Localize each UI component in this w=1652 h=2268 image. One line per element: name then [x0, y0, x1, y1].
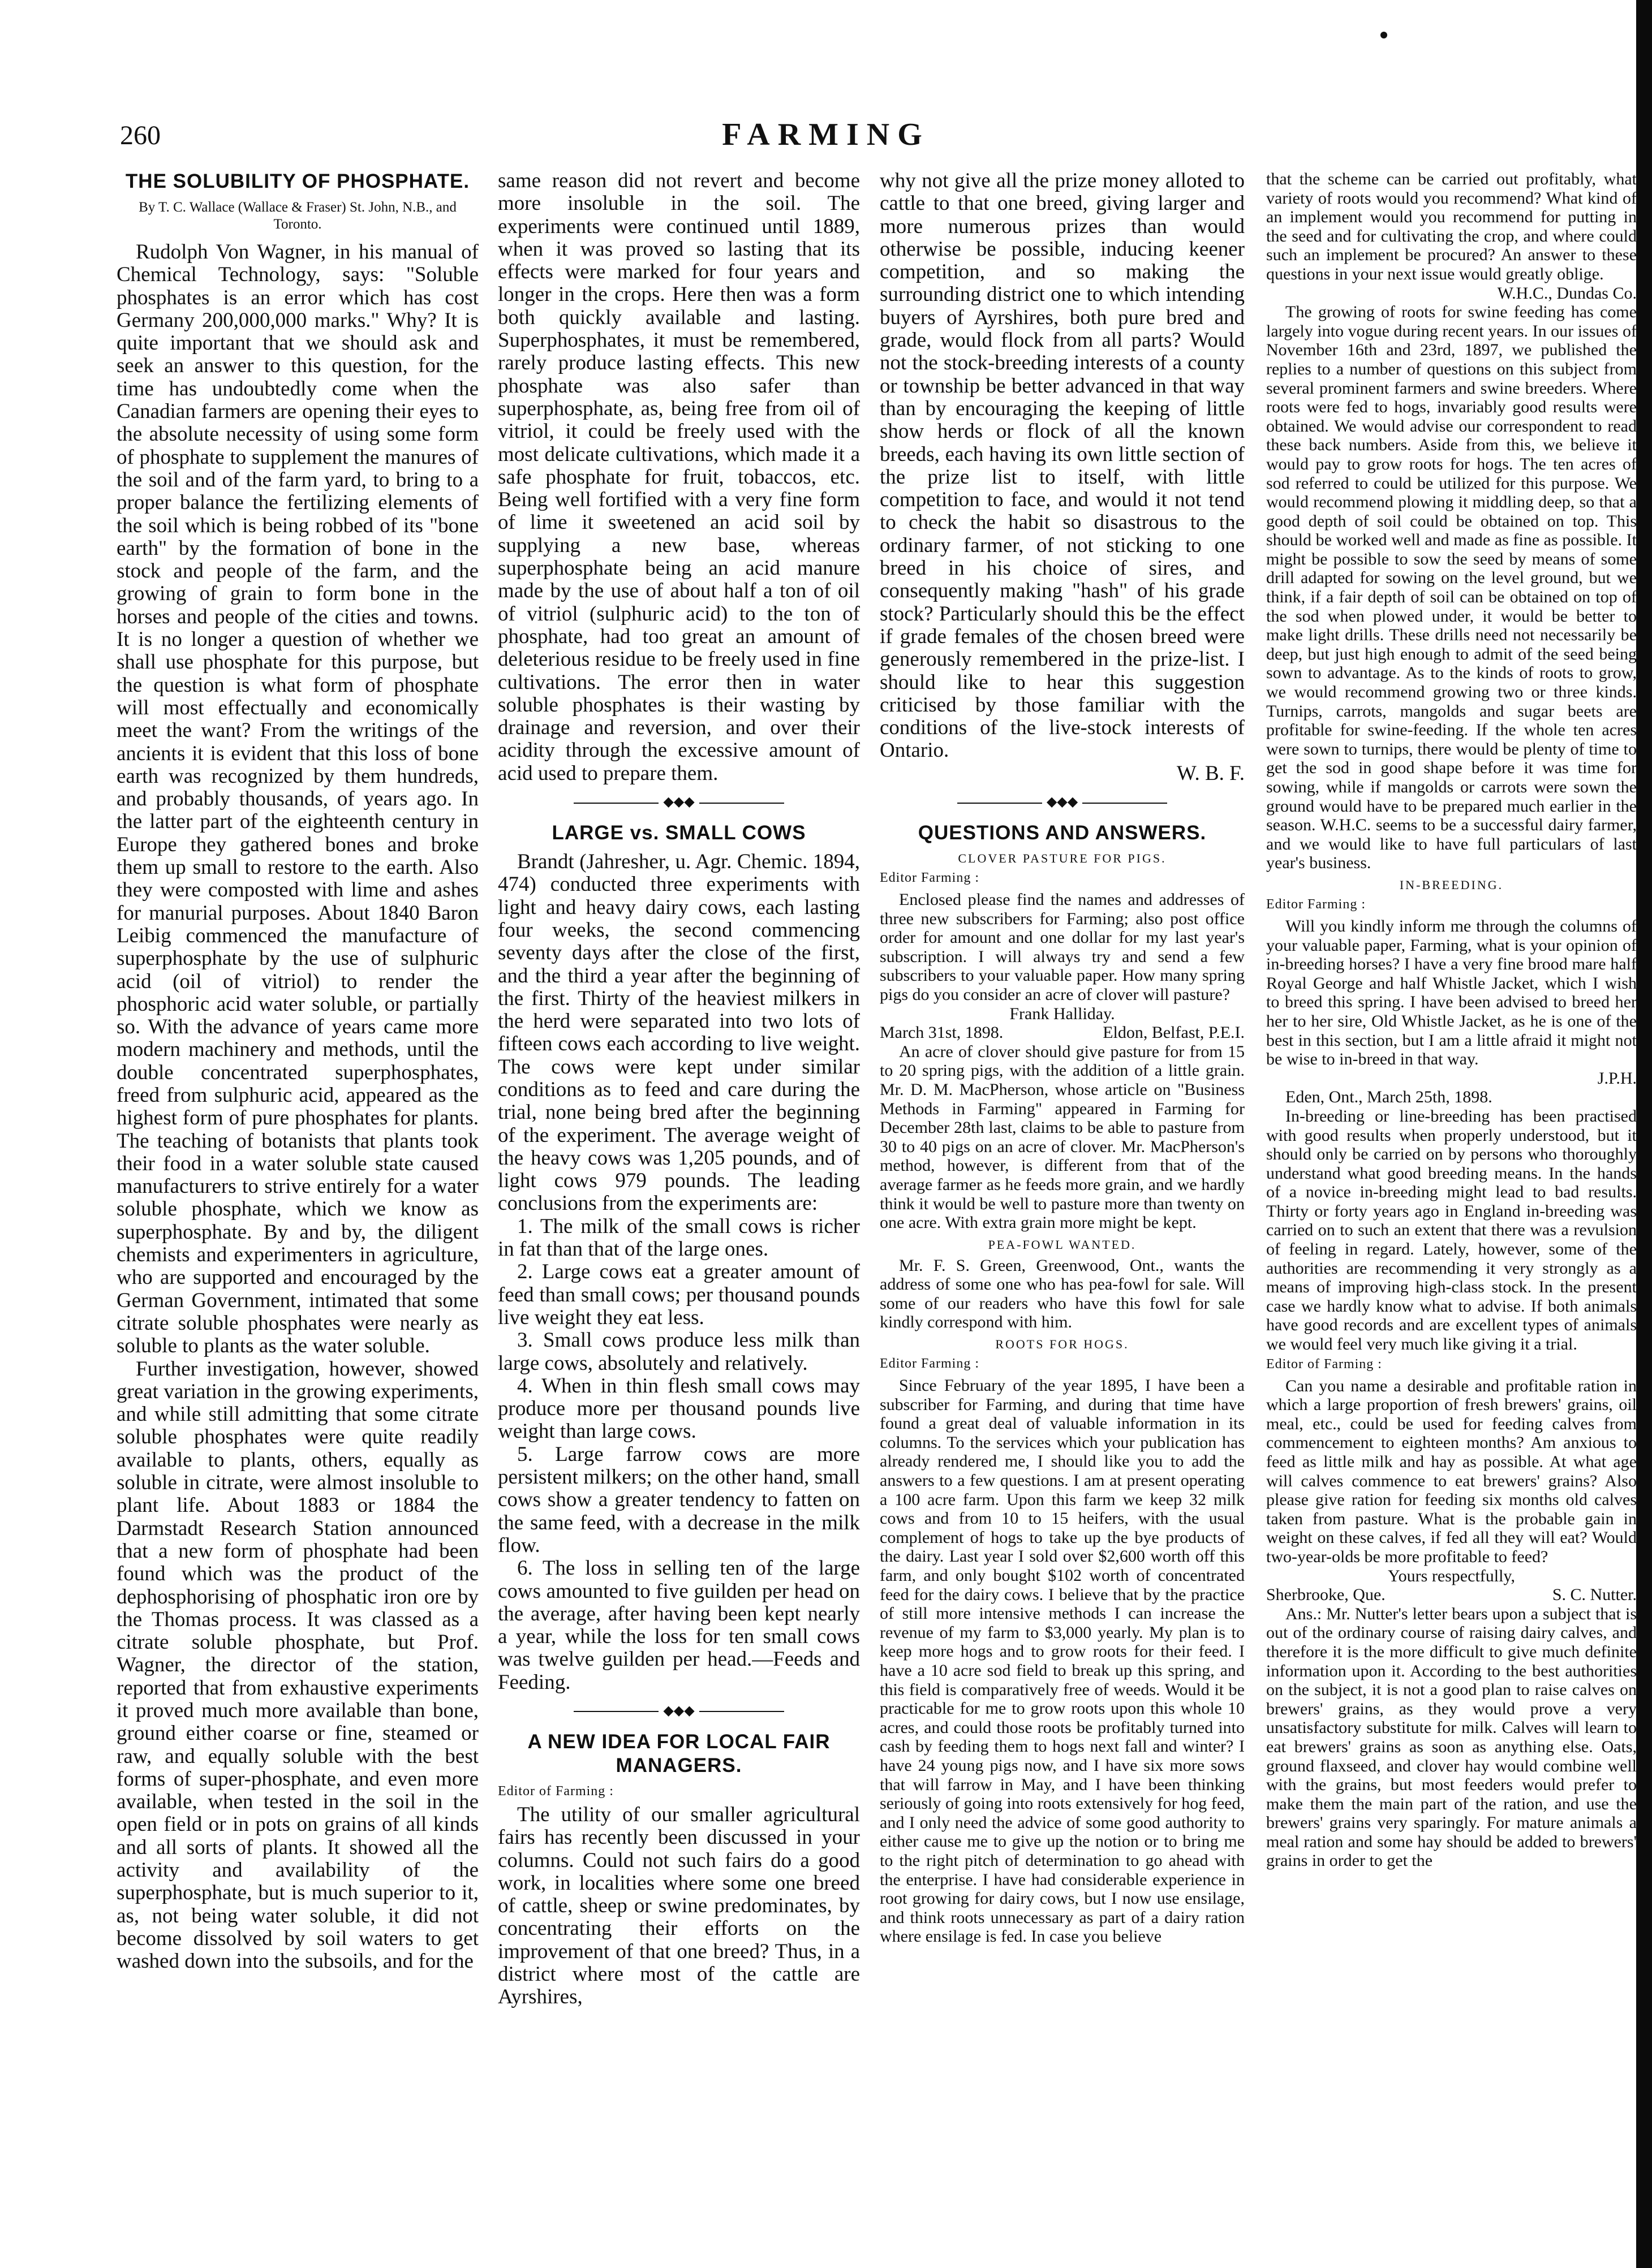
- editor-salutation: Editor Farming :: [1266, 896, 1366, 912]
- subheading: IN-BREEDING.: [1399, 877, 1504, 892]
- article-title-cows: LARGE vs. SMALL COWS: [552, 822, 806, 844]
- list-item: 3. Small cows produce less milk than large cows, absolutely and relatively.: [498, 1329, 860, 1375]
- paragraph: Mr. F. S. Green, Greenwood, Ont., wants the address of some one who has pea-fowl for sale. Will some of our readers who have this fowl for sale kindly correspond with him.: [880, 1256, 1245, 1332]
- subheading: ROOTS FOR HOGS.: [995, 1337, 1129, 1352]
- paragraph: The growing of roots for swine feeding has come largely into vogue during recent years. In our issues of November 16th and 23rd, 1897, we published the replies to a number of questions on this subject from several prominent farmers and swine breeders. Where roots were fed to hogs, invariably good results were obtained. We would advise our correspondent to read these back numbers. Aside from this, we believe it would pay to grow roots for hogs. The ten acres of sod referred to could be utilized for this purpose. We would recommend plowing it middling deep, so that a good depth of soil could be obtained on top. This should be worked well and made as fine as possible. It might be possible to sow the seed by means of some drill adapted for sowing on the level ground, but we think, if a fair depth of soil can be obtained on top of the sod when plowed under, it would be better to make light drills. These drills need not necessarily be deep, but just high enough to admit of the seed being sown to advantage. As to the kinds of roots to grow, we would recommend growing two or three kinds. Turnips, carrots, mangolds and sugar beets are profitable for swine-feeding. If the whole ten acres were sown to turnips, there would be plenty of time to get the sod in good shape before it was time for sowing, while if mangolds or carrots were sown the ground would have to be prepared much earlier in the season. W.H.C. seems to be a successful dairy farmer, and we would like to have full particulars of last year's business.: [1266, 303, 1637, 873]
- paragraph: Brandt (Jahresher, u. Agr. Chemic. 1894, 474) conducted three experiments with light and heavy dairy cows, each lasting four weeks, the second commencing seventy days after the close of the first, and the third a year after the beginning of the first. Thirty of the heaviest milkers in the herd were separated into two lots of fifteen cows each according to live weight. The cows were kept under similar conditions as to feed and care during the trial, none being bred after the beginning of the experiment. The average weight of the heavy cows was 1,205 pounds, and of light cows 979 pounds. The leading conclusions from the experiments are:: [498, 850, 860, 1215]
- masthead-title: FARMING: [722, 117, 930, 152]
- paragraph: Further investigation, however, showed great variation in the growing experiments, and while still admitting that some citrate soluble phosphates were quite readily available to plants, others, equally as soluble in citrate, were almost insoluble to plant life. About 1883 or 1884 the Darmstadt Research Station announced that a new form of phosphate had been found which was the product of the dephosphorising of phosphatic iron ore by the Thomas process. It was classed as a citrate soluble phosphate, but Prof. Wagner, the director of the station, reported that from exhaustive experiments it proved much more available than bone, ground either coarse or fine, steamed or raw, and equally soluble with the best forms of super-phosphate, and even more available, when tested in the soil in the open field or in pots on grains of all kinds and all sorts of plants. It showed all the activity and availability of the superphosphate, but is much superior to it, as, not being water soluble, it did not become dissolved by soil waters to get washed down into the subsoils, and for the: [117, 1357, 479, 1973]
- column-2: [498, 170, 860, 2009]
- paragraph: In-breeding or line-breeding has been practised with good results when properly understood, but it should only be carried on by persons who thoroughly understand what good breeding means. In the hands of a novice in-breeding might lead to bad results. Thirty or forty years ago in England in-breeding was carried on to such an extent that there was a revulsion of feeling in regard. Lately, however, some of the authorities are recommending it very strongly as a means of improving high-class stock. In the present case we hardly know what to advise. If both animals have good records and are excellent types of animals we would feel very much like giving it a trial.: [1266, 1106, 1637, 1354]
- ink-speck: [1380, 32, 1387, 38]
- paragraph: The utility of our smaller agricultural fairs has recently been discussed in your columns. Could not such fairs do a good work, in localities where some one breed of cattle, sheep or swine predominates, by concentrating their efforts on the improvement of that one breed? Thus, in a district where most of the cattle are Ayrshires,: [498, 1803, 860, 2009]
- signature-row: [880, 1023, 1245, 1042]
- signature: J.P.H.: [1597, 1068, 1637, 1088]
- list-item: 6. The loss in selling ten of the large cows amounted to five guilden per head on the average, after having been kept nearly a year, while the loss for ten small cows was twelve guilden per head.—Feeds and Feeding.: [498, 1556, 860, 1694]
- paragraph: why not give all the prize money alloted to cattle to that one breed, giving larger and more numerous prizes than would otherwise be possible, inducing keener competition, and so making the surrounding district one to which intending buyers of Ayrshires, both pure bred and grade, would flock from all parts? Would not the stock-breeding interests of a county or township be better advanced in that way than by encouraging the keeping of little show herds or flock of all the known breeds, each having its own little section of the prize list to itself, with little competition to face, and would it not tend to check the habit so disastrous to the ordinary farmer, of not sticking to one breed in his choice of sires, and consequently making "hash" of his grade stock? Particularly should this be the effect if grade females of the chosen breed were generously remembered in the prize-list. I should like to hear this suggestion criticised by those familiar with the conditions of the live-stock interests of Ontario.: [880, 169, 1245, 762]
- paragraph: Since February of the year 1895, I have been a subscriber for Farming, and during that time have found a great deal of valuable information in its columns. To the services which your publication has already rendered me, I should like you to add the answers to a few questions. I am at present operating a 100 acre farm. Upon this farm we keep 32 milk cows and from 10 to 15 heifers, with the usual complement of hogs to take up the bye products of the dairy. Last year I sold over $2,600 worth off this farm, and only bought $102 worth of concentrated feed for the dairy cows. I believe that by the practice of still more intensive methods I can increase the revenue of my farm to $3,000 yearly. My plan is to keep more hogs and to grow roots for their feed. I have a 10 acre sod field to break up this spring, and this field is comparatively free of weeds. Would it be practicable for me to grow roots upon this whole 10 acres, and could those roots be profitably turned into cash by feeding them to hogs next fall and winter? I have 24 young pigs now, and I have six more sows that will farrow in May, and I have been thinking seriously of going into roots extensively for hog feed, and I only need the advice of some good authority to either cause me to give up the notion or to bring me to the right pitch of determination to go ahead with the enterprise. I have had considerable experience in root growing for dairy cows, but I now use ensilage, and think roots unnecessary as part of a dairy ration where ensilage is fed. In case you believe: [880, 1376, 1245, 1946]
- page-number: 260: [120, 120, 161, 150]
- editor-salutation: Editor Farming :: [880, 870, 979, 886]
- closing: Yours respectfully,: [1388, 1566, 1515, 1585]
- letter-date: March 31st, 1898.: [880, 1023, 1004, 1042]
- paragraph: Rudolph Von Wagner, in his manual of Chemical Technology, says: "Soluble phosphates is an error which has cost Germany 200,000,000 marks." Why? It is quite important that we should ask and seek an answer to this question, for the time has undoubtedly come when the Canadian farmers are opening their eyes to the absolute necessity of using some form of phosphate to supplement the manures of the soil and of the farm yard, to bring to a proper balance the fertilizing elements of the soil which is being robbed of its "bone earth" by the formation of bone in the stock and people of the farm, and the growing of grain to form bone in the horses and people of the cities and towns. It is no longer a question of whether we shall use phosphate for this purpose, but the question is what form of phosphate will most effectually and economically meet the want? From the writings of the ancients it is evident that this loss of bone earth was recognized by them hundreds, and probably thousands, of years ago. In the latter part of the eighteenth century in Europe they gathered bones and broke them up small to restore to the earth. Also they were composted with lime and ashes for manurial purposes. About 1840 Baron Leibig commenced the manufacture of superphosphate by the use of sulphuric acid (oil of vitriol) to render the phosphoric acid water soluble, or partially so. With the advance of years came more modern machinery and methods, until the double concentrated superphosphates, freed from sulphuric acid, appeared as the highest form of pure phosphates for plants. The teaching of botanists that plants took their food in a water soluble state caused manufacturers to strive entirely for a water soluble phosphate, which we know as superphosphate. By and by, the diligent chemists and experimenters in agriculture, who are supported and encouraged by the German Government, intimated that some citrate soluble phosphates were nearly as soluble to plants as the water soluble.: [117, 240, 479, 1358]
- list-item: 5. Large farrow cows are more persistent milkers; on the other hand, small cows show a greater tendency to fatten on the same feed, with a decrease in the milk flow.: [498, 1442, 860, 1557]
- paragraph: Ans.: Mr. Nutter's letter bears upon a subject that is out of the ordinary course of raising dairy calves, and therefore it is the more difficult to give much definite information upon it. According to the best authorities on the subject, it is not a good plan to raise calves on brewers' grains, as they would prove a very unsatisfactory substitute for milk. Calves will learn to eat brewers' grains as soon as anything else. Oats, ground flaxseed, and clover hay would combine well with the grains, but most feeders would prefer to make them the main part of the ration, and use the brewers' grains very sparingly. For mature animals a meal ration and some hay should be added to brewers' grains in order to get the: [1266, 1604, 1637, 1870]
- letter-place: Eldon, Belfast, P.E.I.: [1103, 1023, 1245, 1042]
- subheading: PEA-FOWL WANTED.: [988, 1237, 1137, 1252]
- signature: W.H.C., Dundas Co.: [1497, 283, 1637, 303]
- signature: Frank Halliday.: [1009, 1004, 1115, 1023]
- signature: S. C. Nutter.: [1552, 1585, 1637, 1605]
- paragraph: that the scheme can be carried out profitably, what variety of roots would you recommend? What kind of an implement would you recommend for putting in the seed and for cultivating the crop, and where could such an implement be procured? An answer to these questions in your next issue would greatly oblige.: [1266, 170, 1637, 283]
- signature: W. B. F.: [1176, 761, 1245, 785]
- editor-salutation: Editor of Farming :: [1266, 1356, 1382, 1372]
- column-3: [880, 170, 1245, 1946]
- paragraph: Will you kindly inform me through the columns of your valuable paper, Farming, what is your opinion of in-breeding horses? I have a very fine brood mare half Royal George and half Whistle Jacket, which I wish to breed this spring. I have been advised to breed her her to her sire, Old Whistle Jacket, as he is one of the best in this section, but I am a little afraid it might not be wise to in-breed in that way.: [1266, 916, 1637, 1069]
- scan-edge: [1636, 0, 1652, 2268]
- list-item: 2. Large cows eat a greater amount of feed than small cows; per thousand pounds live weight they eat less.: [498, 1260, 860, 1329]
- article-title-phosphate: THE SOLUBILITY OF PHOSPHATE.: [125, 170, 470, 192]
- paragraph: Enclosed please find the names and addresses of three new subscribers for Farming; also post office order for amount and one dollar for my last year's subscription. I will always try and send a few subscribers to your valuable paper. How many spring pigs do you consider an acre of clover will pasture?: [880, 890, 1245, 1004]
- subheading: CLOVER PASTURE FOR PIGS.: [958, 851, 1167, 866]
- column-1: [117, 170, 479, 1973]
- letter-date: Eden, Ont., March 25th, 1898.: [1285, 1088, 1492, 1107]
- section-divider: ◆◆◆: [498, 1704, 860, 1718]
- editor-salutation: Editor Farming :: [880, 1356, 979, 1372]
- column-4: [1266, 170, 1637, 1870]
- article-title-fair: A NEW IDEA FOR LOCAL FAIR MANAGERS.: [527, 1731, 831, 1777]
- article-title-questions: QUESTIONS AND ANSWERS.: [918, 822, 1207, 844]
- article-byline: By T. C. Wallace (Wallace & Fraser) St. John, N.B., and Toronto.: [139, 200, 457, 232]
- paragraph: Can you name a desirable and profitable ration in which a large proportion of fresh brewers' grains, oil meal, etc., could be used for feeding calves from commencement to eighteen months? Am anxious to feed as little milk and hay as possible. At what age will calves commence to eat brewers' grains? Also please give ration for feeding six months old calves taken from pasture. What is the probable gain in weight on these calves, if fed all they will eat? Would two-year-olds be more profitable to feed?: [1266, 1376, 1637, 1566]
- paragraph: same reason did not revert and become more insoluble in the soil. The experiments were continued until 1889, when it was proved so lasting that its effects were marked for four years and longer in the crops. Here then was a form both quickly available and lasting. Superphosphates, it must be remembered, rarely produce lasting effects. This new phosphate was also safer than superphosphate, as, being free from oil of vitriol, it could be freely used with the most delicate cultivations, which made it a safe phosphate for fruit, tobaccos, etc. Being well fortified with a very fine form of lime it sweetened an acid soil by supplying a new base, whereas superphosphate being an acid manure made by the use of about half a ton of oil of vitriol (sulphuric acid) to the ton of phosphate, had too great an amount of deleterious residue to be freely used in fine cultivations. The error then in water soluble phosphates is their wasting by drainage and reversion, and over their acidity through the excessive amount of acid used to prepare them.: [498, 169, 860, 785]
- paragraph: An acre of clover should give pasture for from 15 to 20 spring pigs, with the addition of a little grain. Mr. D. M. MacPherson, whose article on "Business Methods in Farming" appeared in Farming for December 28th last, claims to be able to pasture from 30 to 40 pigs on an acre of clover. Mr. MacPherson's method, however, is different from that of the average farmer as he feeds more grain, and we hardly think it would be well to pasture more than twenty on one acre. With extra grain more might be kept.: [880, 1042, 1245, 1232]
- letter-place: Sherbrooke, Que.: [1266, 1585, 1386, 1605]
- list-item: 1. The milk of the small cows is richer in fat than that of the large ones.: [498, 1214, 860, 1261]
- signature-row: [1266, 1585, 1637, 1605]
- section-divider: ◆◆◆: [498, 795, 860, 809]
- section-divider: ◆◆◆: [880, 795, 1245, 809]
- editor-salutation: Editor of Farming :: [498, 1784, 614, 1799]
- list-item: 4. When in thin flesh small cows may produce more per thousand pounds live weight than large cows.: [498, 1374, 860, 1443]
